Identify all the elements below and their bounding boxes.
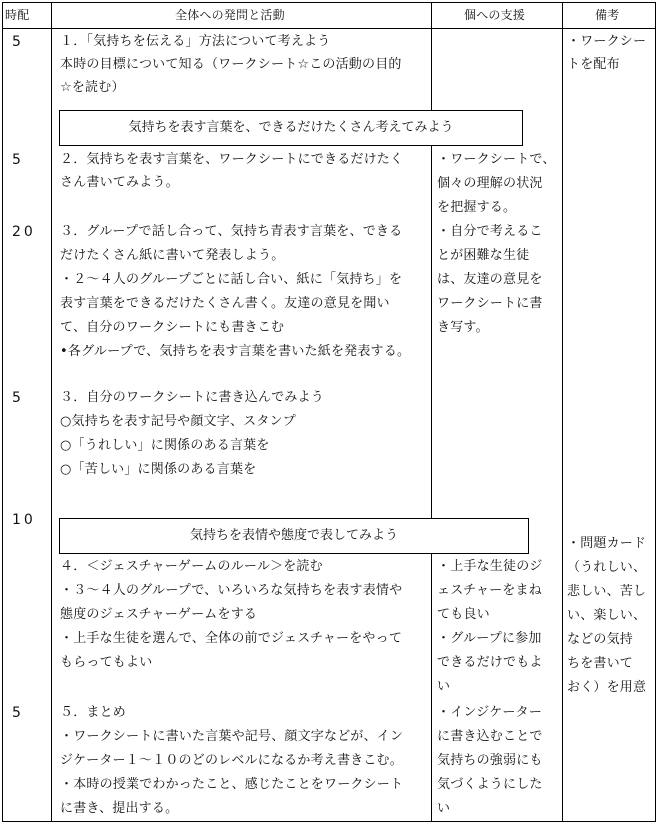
support-line: 気持ちの強弱にも bbox=[437, 753, 543, 768]
column-divider-3 bbox=[562, 2, 563, 822]
support-line: 個々の理解の状況 bbox=[437, 176, 543, 191]
support-line: に書き込むことで bbox=[437, 729, 543, 744]
support-line: ・自分で考えるこ bbox=[437, 224, 543, 239]
support-line: ・インジケーター bbox=[437, 705, 543, 720]
remarks-line: トを配布 bbox=[567, 57, 620, 72]
remarks-line: ちを書いて bbox=[567, 656, 634, 671]
table-border-top bbox=[2, 2, 655, 3]
support-line: ・ワークシートで、 bbox=[437, 152, 556, 167]
goal-box-words: 気持ちを表す言葉を、できるだけたくさん考えてみよう bbox=[59, 110, 523, 146]
header-remarks: 備考 bbox=[595, 8, 620, 22]
activity-line: ３．自分のワークシートに書き込んでみよう bbox=[60, 390, 325, 405]
activity-line: 態度のジェスチャーゲームをする bbox=[60, 607, 258, 622]
time-value: 5 bbox=[12, 34, 24, 50]
header-activity: 全体への発問と活動 bbox=[175, 8, 285, 22]
time-value: 5 bbox=[12, 152, 24, 168]
time-value: 5 bbox=[12, 705, 24, 721]
remarks-line: などの気持 bbox=[567, 632, 634, 647]
activity-line: １．「気持ちを伝える」方法について考えよう bbox=[60, 34, 331, 49]
column-divider-1 bbox=[51, 2, 52, 822]
support-line: い bbox=[437, 679, 451, 694]
remarks-line: ・問題カード bbox=[567, 536, 647, 551]
remarks-line: （うれしい、 bbox=[567, 560, 647, 575]
header-time: 時配 bbox=[5, 8, 30, 22]
activity-line: ５．まとめ bbox=[60, 705, 127, 720]
activity-line: ○「うれしい」に関係のある言葉を bbox=[60, 438, 270, 453]
support-line: ェスチャーをまね bbox=[437, 583, 542, 598]
activity-line: もらってもよい bbox=[60, 655, 153, 670]
activity-line: て、自分のワークシートにも書きこむ bbox=[60, 320, 285, 335]
goal-box-gesture: 気持ちを表情や態度で表してみよう bbox=[59, 518, 529, 554]
activity-line: ・本時の授業でわかったこと、感じたことをワークシート bbox=[60, 777, 404, 792]
support-line: 気づくようにした bbox=[437, 777, 543, 792]
support-line: は、友達の意見を bbox=[437, 272, 543, 287]
activity-line: ・３～４人のグループで、いろいろな気持ちを表す表情や bbox=[60, 583, 403, 598]
activity-line: •各グループで、気持ちを表す言葉を書いた紙を発表する。 bbox=[60, 344, 411, 359]
activity-line: ・上手な生徒を選んで、全体の前でジェスチャーをやって bbox=[60, 631, 403, 646]
activity-line: ４．＜ジェスチャーゲームのルール＞を読む bbox=[60, 559, 323, 574]
time-value: 20 bbox=[12, 224, 36, 240]
time-value: 10 bbox=[12, 512, 36, 528]
activity-line: に書き、提出する。 bbox=[60, 801, 179, 816]
activity-line: ☆を読む） bbox=[60, 80, 125, 95]
activity-line: ３．グループで話し合って、気持ち青表す言葉を、できる bbox=[60, 224, 403, 239]
activity-line: ・２～４人のグループごとに話し合い、紙に「気持ち」を bbox=[60, 272, 403, 287]
activity-line: ○「苦しい」に関係のある言葉を bbox=[60, 462, 257, 477]
support-line: できるだけでもよ bbox=[437, 655, 543, 670]
support-line: ても良い bbox=[437, 607, 490, 622]
activity-line: さん書いてみよう。 bbox=[60, 175, 179, 190]
table-border-left bbox=[2, 2, 3, 822]
remarks-line: ・ワークシー bbox=[567, 34, 647, 49]
activity-line: ２．気持ちを表す言葉を、ワークシートにできるだけたく bbox=[60, 152, 404, 167]
remarks-line: おく）を用意 bbox=[567, 680, 647, 695]
table-border-bottom bbox=[2, 821, 655, 822]
header-support: 個への支援 bbox=[464, 8, 526, 22]
support-line: を把握する。 bbox=[437, 200, 517, 215]
activity-line: 本時の目標について知る（ワークシート☆この活動の目的 bbox=[60, 57, 402, 72]
table-border-right bbox=[655, 2, 656, 822]
support-line: とが困難な生徒 bbox=[437, 248, 530, 263]
support-line: ・グループに参加 bbox=[437, 631, 542, 646]
support-line: い bbox=[437, 801, 451, 816]
activity-line: ○気持ちを表す記号や顔文字、スタンプ bbox=[60, 414, 296, 429]
support-line: ワークシートに書 bbox=[437, 296, 543, 311]
activity-line: ・ワークシートに書いた言葉や記号、顔文字などが、イン bbox=[60, 729, 404, 744]
activity-line: ジケーター１～１０のどのレベルになるか考え書きこむ。 bbox=[60, 753, 403, 768]
activity-line: 表す言葉をできるだけたくさん書く。友達の意見を聞い bbox=[60, 296, 390, 311]
header-divider bbox=[2, 28, 655, 29]
remarks-line: い、楽しい、 bbox=[567, 608, 647, 623]
support-line: ・上手な生徒のジ bbox=[437, 559, 543, 574]
support-line: き写す。 bbox=[437, 320, 489, 335]
time-value: 5 bbox=[12, 390, 24, 406]
remarks-line: 悲しい、苦し bbox=[567, 584, 647, 599]
activity-line: だけたくさん紙に書いて発表しよう。 bbox=[60, 248, 285, 263]
